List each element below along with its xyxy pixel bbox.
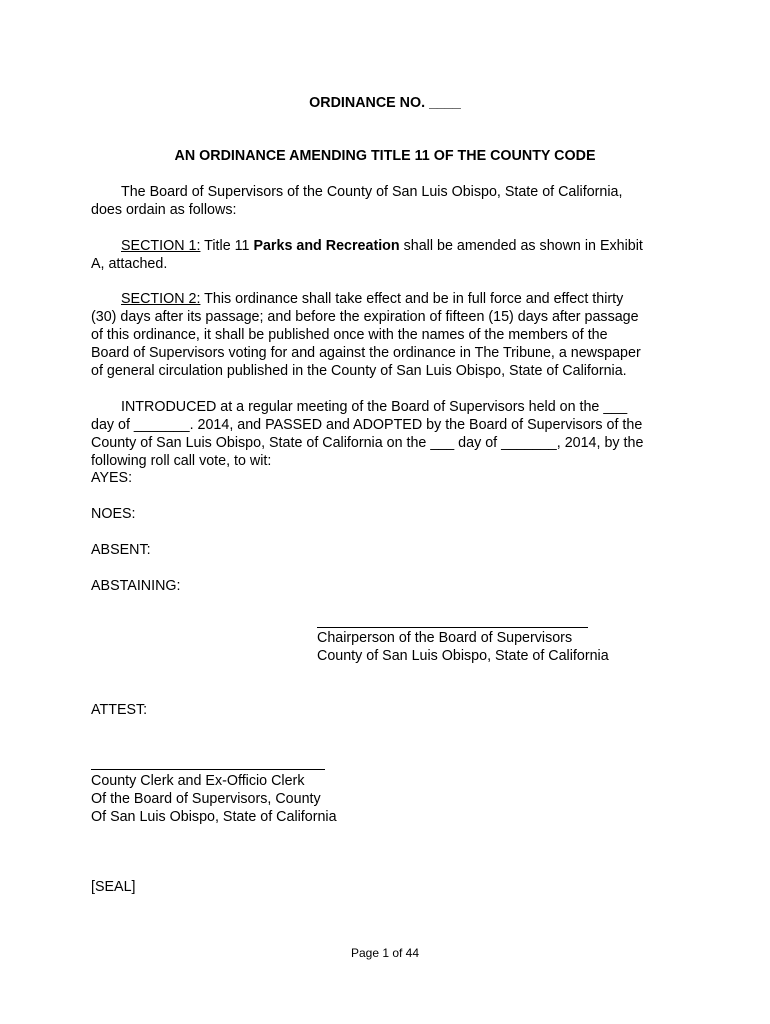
vote-ayes: AYES: — [91, 470, 133, 486]
page-number: Page 1 of 44 — [350, 946, 420, 960]
clerk-title-line-1: County Clerk and Ex-Officio Clerk — [91, 773, 305, 789]
attest-label: ATTEST: — [91, 702, 148, 718]
introduced-line-4: following roll call vote, to wit: — [91, 453, 272, 469]
section-1-line-1 — [121, 237, 643, 255]
introduced-line-2: day of _______. 2014, and PASSED and ADOPTED by the Board of Supervisors of the — [91, 417, 643, 433]
section-1-line-2: A, attached. — [91, 256, 168, 272]
introduced-line-1: INTRODUCED at a regular meeting of the Board of Supervisors held on the ___ — [121, 399, 628, 415]
seal-placeholder: [SEAL] — [91, 879, 136, 895]
chair-title-line-2: County of San Luis Obispo, State of California — [317, 648, 609, 664]
section-1-label: SECTION 1: — [121, 238, 201, 254]
section-2-line-1 — [121, 290, 623, 308]
section-2-line-4: Board of Supervisors voting for and against the ordinance in The Tribune, a newspaper — [91, 345, 641, 361]
vote-abstaining: ABSTAINING: — [91, 578, 181, 594]
clerk-title-line-2: Of the Board of Supervisors, County — [91, 791, 321, 807]
intro-line-2: does ordain as follows: — [91, 202, 237, 218]
clerk-signature-line — [91, 769, 325, 770]
intro-line-1: The Board of Supervisors of the County of San Luis Obispo, State of California, — [121, 184, 623, 200]
vote-noes: NOES: — [91, 506, 136, 522]
chair-signature-line — [317, 627, 588, 628]
chair-title-line-1: Chairperson of the Board of Supervisors — [317, 630, 573, 646]
vote-absent: ABSENT: — [91, 542, 151, 558]
section-2-text-1: This ordinance shall take effect and be in full force and effect thirty — [200, 291, 624, 307]
ordinance-number: ORDINANCE NO. ____ — [309, 95, 461, 111]
section-2-label: SECTION 2: — [121, 291, 201, 307]
section-2-line-2: (30) days after its passage; and before the expiration of fifteen (15) days after passage — [91, 309, 639, 325]
introduced-line-3: County of San Luis Obispo, State of California on the ___ day of _______, 2014, by the — [91, 435, 644, 451]
section-2-line-3: of this ordinance, it shall be published once with the names of the members of the — [91, 327, 608, 343]
section-1-bold: Parks and Recreation — [253, 238, 400, 254]
section-2-line-5: of general circulation published in the County of San Luis Obispo, State of California. — [91, 363, 627, 379]
ordinance-subtitle: AN ORDINANCE AMENDING TITLE 11 OF THE COUNTY CODE — [174, 148, 596, 164]
section-1-text-a: Title 11 — [200, 238, 254, 254]
section-1-text-b: shall be amended as shown in Exhibit — [399, 238, 643, 254]
clerk-title-line-3: Of San Luis Obispo, State of California — [91, 809, 337, 825]
